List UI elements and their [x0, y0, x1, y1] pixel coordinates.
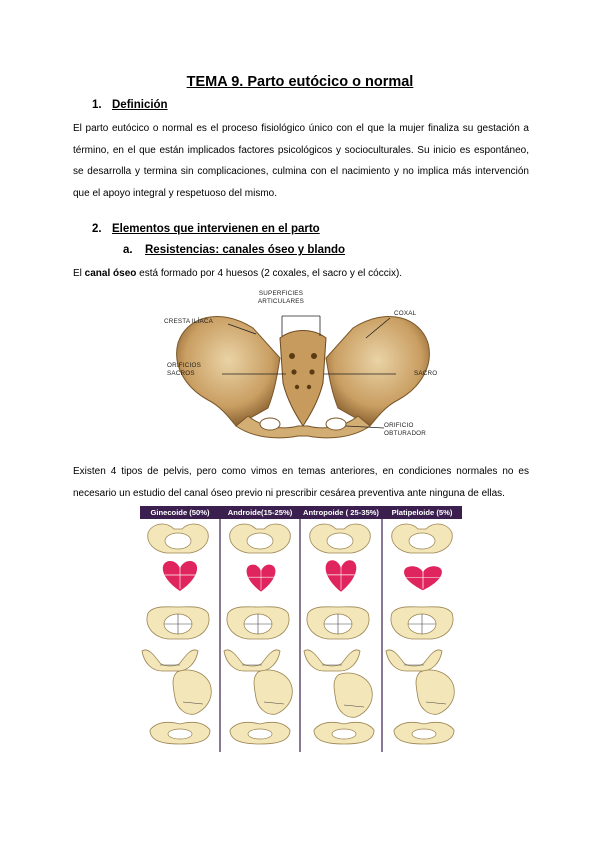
definition-line-3: se desarrolla y termina sin complicaciones, culmina con el nacimiento y no implica más intervención: [73, 166, 529, 177]
page-title: TEMA 9. Parto eutócico o normal: [186, 74, 414, 90]
label-sacro: SACRO: [414, 370, 438, 377]
column-header-antropoide: Antropoide ( 25-35%): [303, 508, 379, 517]
section-2-title: Elementos que intervienen en el parto: [112, 223, 320, 235]
section-2-heading: [92, 223, 320, 235]
definition-line-4: que el apoyo integral y respetuoso del mismo.: [73, 187, 278, 199]
pelvis-types-paragraph: [73, 461, 529, 504]
canal-oseo-line: [73, 268, 402, 279]
canal-line-pre: El: [73, 268, 85, 279]
label-cresta-iliaca: CRESTA ILÍACA: [164, 318, 214, 325]
label-superficies-1: SUPERFICIES: [258, 290, 304, 297]
section-1-heading: [92, 99, 168, 111]
label-orificio-2: OBTURADOR: [384, 430, 427, 437]
section-2-number: 2.: [92, 223, 102, 235]
definition-line-1: El parto eutócico o normal es el proceso fisiológico único con el que la mujer finaliza su gestación a: [73, 123, 529, 134]
label-coxal: COXAL: [394, 310, 417, 317]
label-orificio-1: ORIFICIO: [384, 422, 414, 429]
column-header-androide: Androide(15-25%): [227, 508, 293, 517]
types-line-2: necesario un estudio del canal óseo previo ni prescribir cesárea preventiva ante ninguna de ellas.: [73, 487, 505, 499]
definition-paragraph: [73, 118, 529, 204]
column-header-platipeloide: Platipeloide (5%): [391, 508, 453, 517]
pelvis-types-table: [140, 506, 462, 752]
label-orificio-obturador: [384, 422, 426, 438]
canal-line-bold: canal óseo: [84, 268, 137, 279]
subsection-a-heading: [123, 244, 345, 256]
label-orificios-2: SACROS: [167, 370, 195, 377]
label-orificios-sacros: [167, 362, 201, 378]
definition-line-2: término, en el que están implicados factores psicológicos y socioculturales. Su inicio es espontáneo,: [73, 144, 529, 156]
subsection-a-letter: a.: [123, 244, 133, 256]
label-superficies: [236, 290, 326, 306]
pelvis-types-drawings: [140, 519, 462, 752]
types-line-1: Existen 4 tipos de pelvis, pero como vimos en temas anteriores, en condiciones normales no es: [73, 466, 529, 477]
label-superficies-2: ARTICULARES: [257, 298, 305, 305]
canal-line-post: está formado por 4 huesos (2 coxales, el sacro y el cóccix).: [136, 268, 403, 279]
pelvis-figure: [158, 288, 448, 446]
label-orificios-1: ORIFICIOS: [167, 362, 201, 369]
subsection-a-title: Resistencias: canales óseo y blando: [145, 244, 346, 256]
section-1-number: 1.: [92, 99, 102, 111]
section-1-title: Definición: [112, 99, 168, 111]
column-header-ginecoide: Ginecoide (50%): [150, 508, 210, 517]
